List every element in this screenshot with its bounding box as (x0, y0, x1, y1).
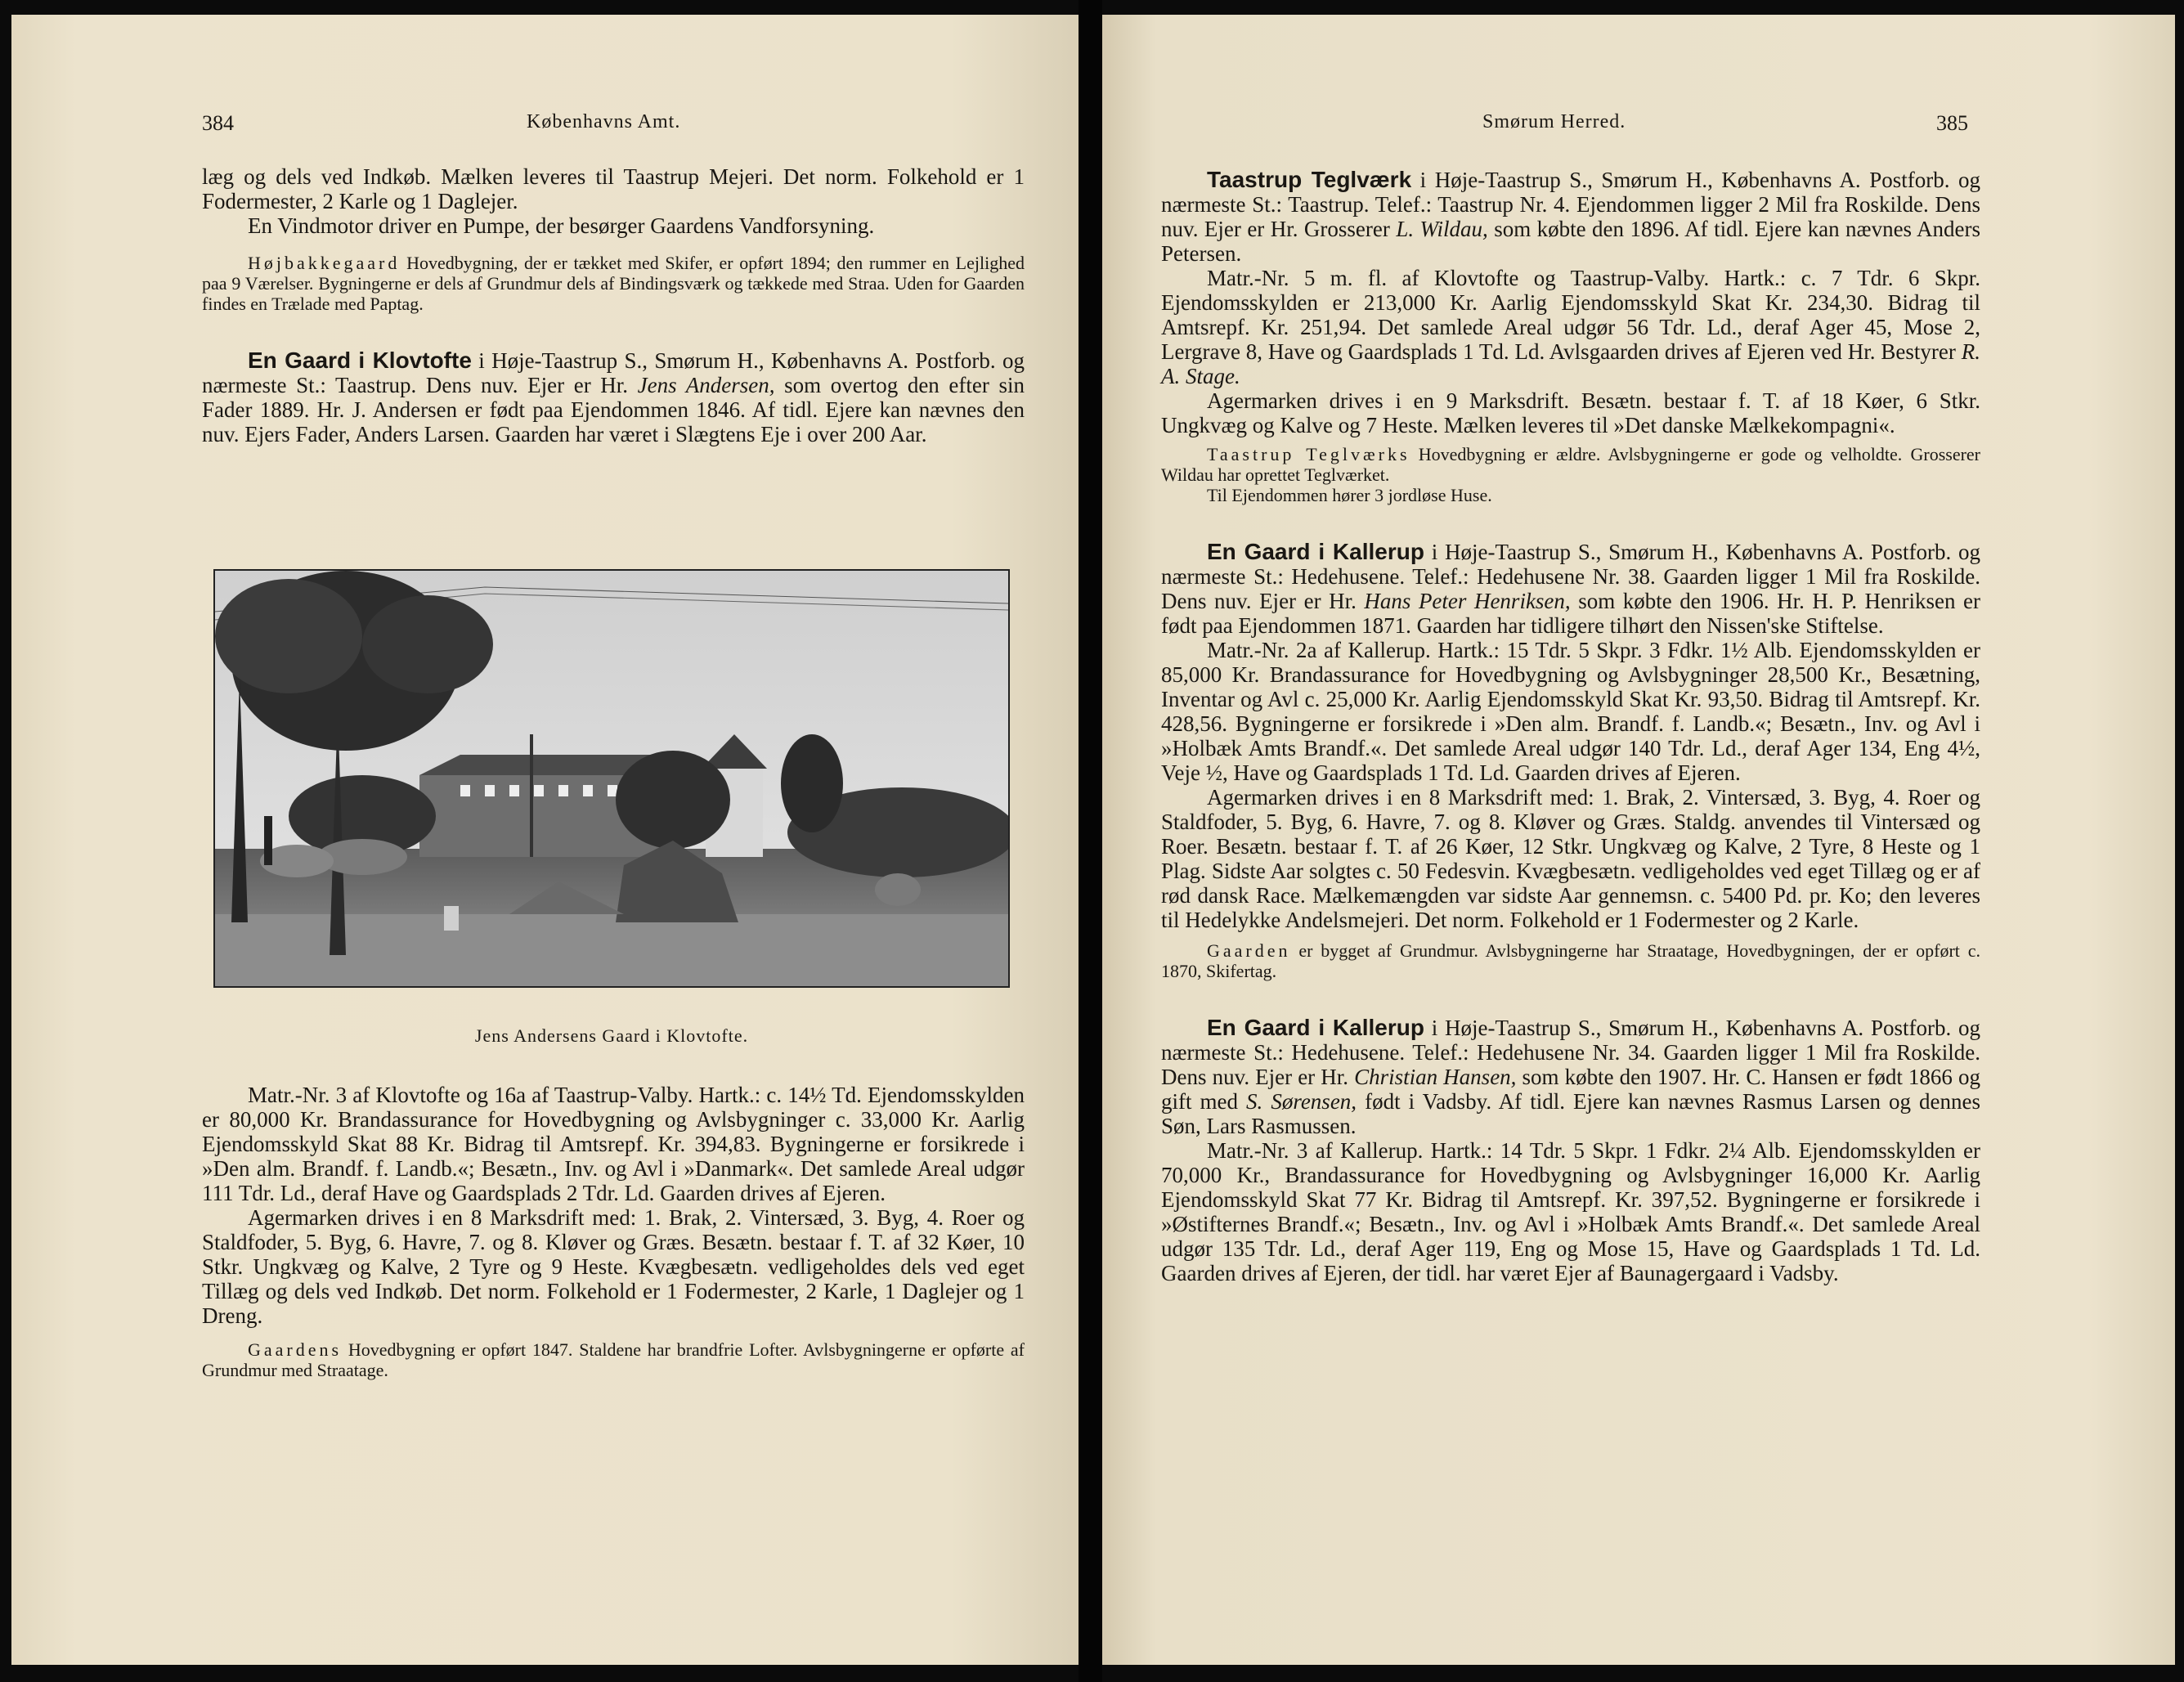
entry-text: i Høje-Taastrup S., Smørum H., Københavns A. Postforb. og nærmeste St.: Hedehusene. Telef.: Hedehusene Nr. 38. Gaarden ligger 1 Mil fra Roskilde. Dens nuv. Ejer er Hr. (1161, 540, 1980, 613)
note-paragraph (202, 1339, 1025, 1380)
entry-text: Matr.-Nr. 5 m. fl. af Klovtofte og Taastrup-Valby. Hartk.: c. 7 Tdr. 6 Skpr. Ejendomsskylden er 213,000 Kr. Aarlig Ejendomsskyld Skat Kr. 234,30. Bidrag til Amtsrepf. Kr. 251,94. Det samlede Areal udgør 56 Tdr. Ld., deraf Ager 45, Mose 2, Lergrave 8, Have og Gaardsplads 1 Td. Ld. Avlsgaarden drives af Ejeren ved Hr. Bestyrer (1161, 266, 1980, 364)
left-top-text (202, 164, 1025, 446)
paragraph: Agermarken drives i en 8 Marksdrift med: 1. Brak, 2. Vintersæd, 3. Byg, 4. Roer og Staldfoder, 5. Byg, 6. Havre, 7. og 8. Kløver og Græs. Besætn. bestaar f. T. af 32 Køer, 10 Stkr. Ungkvæg og Kalve, 2 Tyre og 9 Heste. Kvægbesætn. vedligeholdes dels ved eget Tillæg og dels ved Indkøb. Det norm. Folkehold er 1 Fodermester, 2 Karle, 1 Daglejer og 1 Dreng. (202, 1205, 1025, 1328)
owner-name: Jens Andersen, (637, 373, 775, 397)
entry-text: i Høje-Taastrup S., Smørum H., Københavns A. Postforb. og nærmeste St.: Hedehusene. Telef.: Hedehusene Nr. 34. Gaarden ligger 1 Mil fra Roskilde. Dens nuv. Ejer er Hr. (1161, 1016, 1980, 1089)
note-paragraph (1161, 444, 1980, 485)
paragraph (1161, 266, 1980, 388)
note-lead: Gaarden (1207, 940, 1291, 961)
paragraph: Agermarken drives i en 9 Marksdrift. Besætn. bestaar f. T. af 18 Køer, 6 Stkr. Ungkvæg og Kalve og 7 Heste. Mælken leveres til »Det danske Mælkekompagni«. (1161, 388, 1980, 437)
farm-photograph (213, 569, 1010, 988)
left-page (11, 15, 1079, 1665)
note-text: Hovedbygning er opført 1847. Staldene har brandfrie Lofter. Avlsbygningerne er opførte af Grundmur med Straatage. (202, 1339, 1025, 1380)
entry-paragraph (1161, 1016, 1980, 1138)
entry-title: En Gaard i Klovtofte (248, 348, 472, 373)
wife-name: S. Sørensen, (1246, 1089, 1357, 1114)
page-number: 385 (1936, 111, 1968, 135)
owner-name: Christian Hansen, (1354, 1065, 1517, 1089)
note-paragraph (202, 253, 1025, 314)
entry-paragraph (202, 348, 1025, 446)
page-number: 384 (202, 111, 234, 135)
note-text: er bygget af Grundmur. Avlsbygningerne har Straatage, Hovedbygningen, der er opført c. 1870, Skifertag. (1161, 940, 1980, 981)
paragraph: Agermarken drives i en 8 Marksdrift med: 1. Brak, 2. Vintersæd, 3. Byg, 4. Roer og Staldfoder, 5. Byg, 6. Havre, 7. og 8. Kløver og Græs. Staldg. anvendes til Vintersæd og Roer. Besætn. bestaar f. T. af 26 Køer, 12 Stkr. Ungkvæg og Kalve, 2 Tyre, 8 Heste og 1 Plag. Sidste Aar solgtes c. 50 Fedesvin. Kvægbesætn. vedligeholdes ved eget Tillæg og er af rød dansk Race. Mælkemængden var sidste Aar gennemsn. c. 5400 Pd. pr. Ko; den leveres til Hedelykke Andelsmejeri. Det norm. Folkehold er 1 Fodermester og 2 Karle. (1161, 785, 1980, 932)
paragraph: læg og dels ved Indkøb. Mælken leveres til Taastrup Mejeri. Det norm. Folkehold er 1 Fodermester, 2 Karle og 1 Daglejer. (202, 164, 1025, 213)
entry-text: født i Vadsby. Af tidl. Ejere kan nævnes Rasmus Larsen og dennes Søn, Lars Rasmussen. (1161, 1089, 1981, 1138)
entry-text: som købte den 1896. Af tidl. Ejere kan nævnes Anders Petersen. (1161, 217, 1980, 266)
entry-title: En Gaard i Kallerup (1207, 539, 1424, 564)
note-paragraph: Til Ejendommen hører 3 jordløse Huse. (1207, 485, 1492, 505)
entry-paragraph (1161, 168, 1980, 266)
owner-name: L. Wildau, (1396, 217, 1488, 241)
owner-name: Hans Peter Henriksen, (1364, 589, 1571, 613)
paragraph: Matr.-Nr. 2a af Kallerup. Hartk.: 15 Tdr. 5 Skpr. 3 Fdkr. 1½ Alb. Ejendomsskylden er 85,000 Kr. Brandassurance for Hovedbygning og Avlsbygninger 28,500 Kr., Besætning, Inventar og Avl c. 25,000 Kr. Aarlig Ejendomsskyld Skat Kr. 93,50. Bidrag til Amtsrepf. Kr. 428,56. Bygningerne er forsikrede i »Den alm. Brandf. f. Landb.«; Besætn., Inv. og Avl i »Holbæk Amts Brandf.«. Det samlede Areal udgør 140 Tdr. Ld., deraf Ager 134, Eng 4½, Veje ½, Have og Gaardsplads 1 Td. Ld. Gaarden drives af Ejeren. (1161, 638, 1980, 785)
entry-paragraph (1161, 540, 1980, 638)
entry-title: En Gaard i Kallerup (1207, 1015, 1424, 1040)
left-bottom-text (202, 1083, 1025, 1380)
entry-text: som købte den 1906. Hr. H. P. Henriksen er født paa Ejendommen 1871. Gaarden har tidligere tilhørt den Nissen'ske Stiftelse. (1161, 589, 1980, 638)
entry-text: i Høje-Taastrup S., Smørum H., Københavns A. Postforb. og nærmeste St.: Taastrup. Dens nuv. Ejer er Hr. (202, 348, 1025, 397)
paragraph: Matr.-Nr. 3 af Kallerup. Hartk.: 14 Tdr. 5 Skpr. 1 Fdkr. 2¼ Alb. Ejendomsskylden er 70,000 Kr., Brandassurance for Hovedbygning og Avlsbygninger 16,000 Kr. Aarlig Ejendomsskyld Skat 77 Kr. Bidrag til Amtsrepf. Kr. 397,52. Bygningerne er forsikrede i »Østifternes Brandf.«; Besætn., Inv. og Avl i »Holbæk Amts Brandf.«. Det samlede Areal udgør 135 Tdr. Ld., deraf Ager 119, Eng og Mose 15, Have og Gaardsplads 1 Td. Ld. Gaarden drives af Ejeren, der tidl. har været Ejer af Baunagergaard i Vadsby. (1161, 1138, 1980, 1285)
note-text: Hovedbygning, der er tækket med Skifer, er opført 1894; den rummer en Lejlighed paa 9 Værelser. Bygningerne er dels af Grundmur dels af Bindingsværk og tækkede med Straa. Uden for Gaarden findes en Trælade med Paptag. (202, 253, 1025, 314)
note-paragraph (1161, 940, 1980, 981)
entry-title: Taastrup Teglværk (1207, 167, 1412, 192)
running-head: Smørum Herred. (1482, 111, 1626, 132)
right-page (1102, 15, 2175, 1665)
note-text: Hovedbygning er ældre. Avlsbygningerne er gode og velholdte. Grosserer Wildau har oprettet Teglværket. (1161, 444, 1981, 485)
paragraph: Matr.-Nr. 3 af Klovtofte og 16a af Taastrup-Valby. Hartk.: c. 14½ Td. Ejendomsskylden er 80,000 Kr. Brandassurance for Hovedbygning og Avlsbygninger c. 33,000 Kr. Aarlig Ejendomsskyld Skat 88 Kr. Bidrag til Amtsrepf. Kr. 394,83. Bygningerne er forsikrede i »Den alm. Brandf. f. Landb.«; Besætn., Inv. og Avl i »Danmark«. Det samlede Areal udgør 111 Tdr. Ld., deraf Have og Gaardsplads 2 Tdr. Ld. Gaarden drives af Ejeren. (202, 1083, 1025, 1205)
note-lead: Gaardens (248, 1339, 343, 1360)
book-gutter (1079, 0, 1102, 1682)
right-text (1161, 168, 1980, 1285)
note-lead: Taastrup Teglværks (1207, 444, 1410, 464)
entry-text: som købte den 1907. Hr. C. Hansen er født 1866 og gift med (1161, 1065, 1980, 1114)
entry-text: i Høje-Taastrup S., Smørum H., Københavns A. Postforb. og nærmeste St.: Taastrup. Telef.: Taastrup Nr. 4. Ejendommen ligger 2 Mil fra Roskilde. Dens nuv. Ejer er Hr. Grosserer (1161, 168, 1980, 241)
paragraph: En Vindmotor driver en Pumpe, der besørger Gaardens Vandforsyning. (248, 213, 875, 238)
farm-photo-image (215, 571, 1008, 986)
entry-text: som overtog den efter sin Fader 1889. Hr. J. Andersen er født paa Ejendommen 1846. Af tidl. Ejere kan nævnes den nuv. Ejers Fader, Anders Larsen. Gaarden har været i Slægtens Eje i over 200 Aar. (202, 373, 1025, 446)
running-head: Københavns Amt. (527, 111, 681, 132)
manager-name: R. A. Stage. (1161, 339, 1980, 388)
photo-caption: Jens Andersens Gaard i Klovtofte. (474, 1025, 749, 1046)
note-lead: Højbakkegaard (248, 253, 401, 273)
